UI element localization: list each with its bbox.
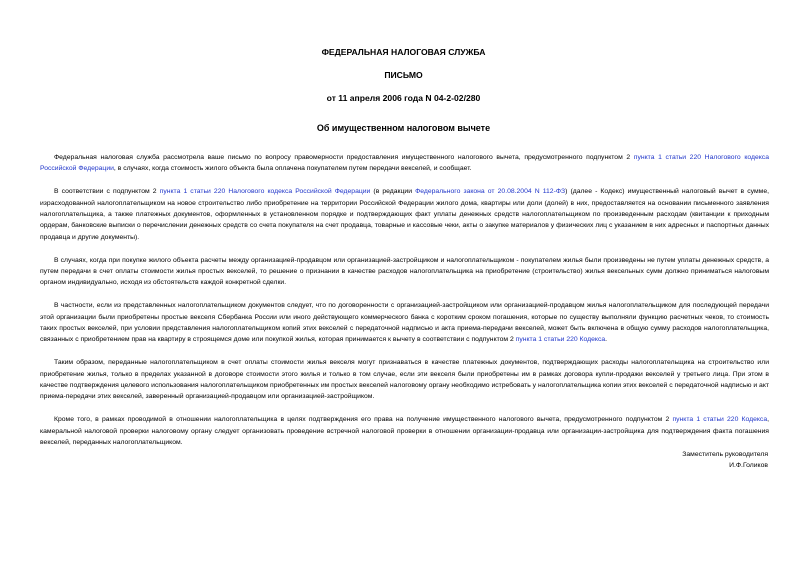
paragraph-1 — [40, 152, 769, 175]
document-subject: Об имущественном налоговом вычете — [316, 123, 491, 133]
link-article-220-code[interactable]: пункта 1 статьи 220 Кодекса — [672, 416, 768, 424]
paragraph-text: (в редакции — [370, 188, 416, 196]
signature-block — [682, 449, 768, 471]
paragraph-text: , камеральной налоговой проверки налоговому органу следует организовать проведение встречной налоговой проверки в отношении организации-продавца или организации-застройщика для подтверждения факта погашения векселей, переданных налогоплательщиком. — [40, 416, 769, 447]
paragraph-text: , в случаях, когда стоимость жилого объекта была оплачена покупателем путем передачи векселей, и сообщает. — [113, 165, 472, 173]
signatory-name: И.Ф.Голиков — [729, 462, 768, 469]
paragraph-6 — [40, 414, 769, 448]
paragraph-5: Таким образом, переданные налогоплательщиком в счет оплаты стоимости жилья векселя могут признаваться в качестве платежных документов, подтверждающих расходы налогоплательщика на строительство или приобретение жилья, только в пределах указанной в договоре стоимости этого жилья и только в том случае, если эти векселя были приобретены им в рамках договора купли-продажи векселей у третьего лица. При этом в качестве подтверждения целевого использования налогоплательщиком приобретенных им простых векселей налоговому органу необходимо истребовать у налогоплательщика копии этих векселей с передаточной надписью и акт приема-передачи этих векселей, заверенный организацией-продавцом или организацией-застройщиком. — [40, 359, 769, 401]
document-date-number: от 11 апреля 2006 года N 04-2-02/280 — [326, 93, 481, 103]
document-body — [40, 152, 769, 460]
link-article-220-tax-code[interactable]: пункта 1 статьи 220 Налогового кодекса Российской Федерации — [40, 154, 769, 173]
link-article-220-tax-code[interactable]: пункта 1 статьи 220 Налогового кодекса Российской Федерации — [159, 188, 371, 196]
paragraph-4 — [40, 300, 769, 346]
paragraph-text: Федеральная налоговая служба рассмотрела ваше письмо по вопросу правомерности предоставления имущественного налогового вычета, предусмотренного подпунктом 2 — [54, 154, 634, 161]
document-type: ПИСЬМО — [384, 70, 423, 80]
paragraph-text: В соответствии с подпунктом 2 — [54, 188, 160, 196]
agency-title: ФЕДЕРАЛЬНАЯ НАЛОГОВАЯ СЛУЖБА — [321, 47, 486, 57]
link-article-220-code[interactable]: пункта 1 статьи 220 Кодекса — [515, 336, 606, 344]
signatory-position: Заместитель руководителя — [682, 451, 768, 458]
paragraph-text: Кроме того, в рамках проводимой в отношении налогоплательщика в целях подтверждения его права на получение имущественного налогового вычета, предусмотренного подпунктом 2 — [54, 416, 673, 424]
link-federal-law-112[interactable]: Федерального закона от 20.08.2004 N 112-ФЗ — [415, 188, 566, 196]
paragraph-3: В случаях, когда при покупке жилого объекта расчеты между организацией-продавцом или организацией-застройщиком и налогоплательщиком - покупателем жилья были произведены не путем уплаты денежных средств, а путем передачи в счет оплаты стоимости жилья простых векселей, то решение о признании в качестве расходов налогоплательщика на приобретение (строительство) жилья вексельных сумм должно приниматься налоговым органом индивидуально, исходя из обстоятельств каждой конкретной сделки. — [40, 256, 769, 287]
paragraph-text: ) (далее - Кодекс) имущественный налоговый вычет в сумме, израсходованной налогоплательщиком на новое строительство либо приобретение на территории Российской Федерации жилого дома, квартиры или доли (долей) в них, предоставляется на основании письменного заявления налогоплательщика, а также платежных документов, оформленных в установленном порядке и подтверждающих факт уплаты денежных средств налогоплательщиком по произведенным расходам (квитанции к приходным ордерам, банковские выписки о перечислении денежных средств со счета покупателя на счет продавца, товарные и кассовые чеки, акты о закупке материалов у физических лиц с указанием в них адресных и паспортных данных продавца и другие документы). — [40, 188, 769, 241]
paragraph-text: В частности, если из представленных налогоплательщиком документов следует, что по договоренности с организацией-застройщиком или организацией-продавцом жилья налогоплательщиком для последующей передачи этой организации были приобретены простые векселя Сбербанка России или иного действующего коммерческого банка с коротким сроком погашения, которые по существу выполняли функцию расчетных чеков, то стоимость таких простых векселей, при условии представления налогоплательщиком копий этих векселей с передаточной надписью и акта приема-передачи векселей, может быть включена в общую сумму расходов налогоплательщика, связанных с приобретением прав на квартиру в строящемся доме или покупкой жилья, которая принимается к вычету в соответствии с подпунктом 2 — [40, 302, 769, 344]
paragraph-text: . — [605, 336, 608, 344]
paragraph-2 — [40, 186, 769, 243]
